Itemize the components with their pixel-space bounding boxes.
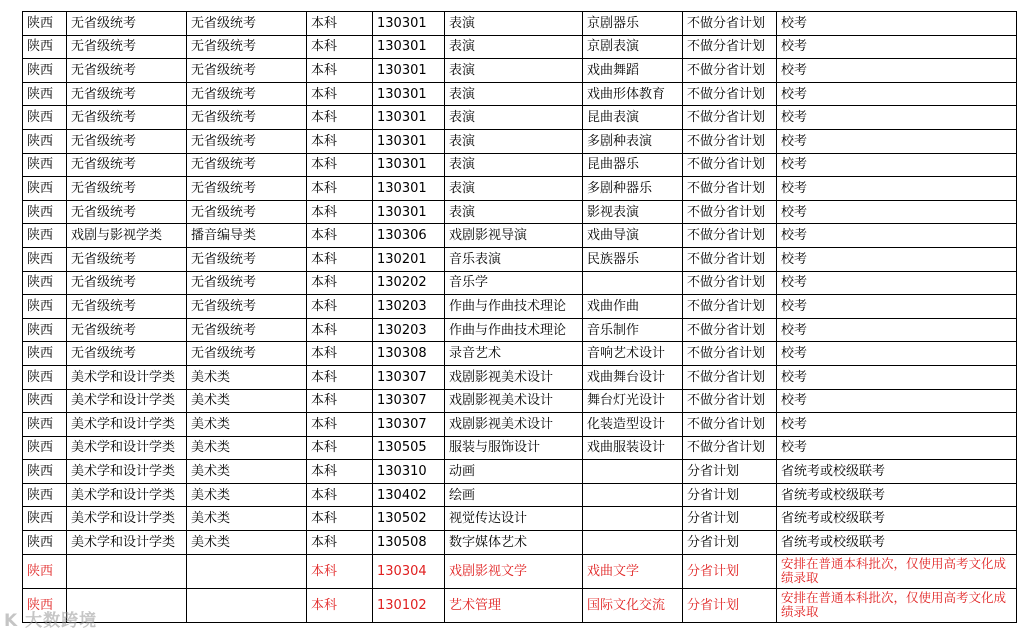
subject-category-cell: 无省级统考 (67, 106, 187, 130)
major-name-cell: 表演 (445, 129, 583, 153)
exam-type-cell: 安排在普通本科批次，仅使用高考文化成绩录取 (777, 588, 1017, 622)
major-name-cell: 数字媒体艺术 (445, 531, 583, 555)
province-cell: 陕西 (23, 507, 67, 531)
direction-cell (583, 460, 683, 484)
province-cell: 陕西 (23, 35, 67, 59)
subject-category-cell (67, 554, 187, 588)
table-row (23, 531, 1017, 555)
plan-type-cell: 不做分省计划 (683, 365, 777, 389)
exam-type-cell: 校考 (777, 82, 1017, 106)
table-row (23, 318, 1017, 342)
table-row (23, 153, 1017, 177)
table-row (23, 200, 1017, 224)
highlight-row (23, 588, 1017, 622)
level-cell: 本科 (307, 82, 373, 106)
province-cell: 陕西 (23, 588, 67, 622)
major-code-cell: 130102 (373, 588, 445, 622)
exam-category-cell: 无省级统考 (187, 153, 307, 177)
exam-category-cell: 无省级统考 (187, 12, 307, 36)
exam-category-cell: 无省级统考 (187, 247, 307, 271)
direction-cell: 戏曲舞台设计 (583, 365, 683, 389)
exam-type-cell: 校考 (777, 129, 1017, 153)
major-code-cell: 130304 (373, 554, 445, 588)
plan-type-cell: 不做分省计划 (683, 82, 777, 106)
exam-category-cell (187, 554, 307, 588)
exam-category-cell: 无省级统考 (187, 177, 307, 201)
subject-category-cell: 无省级统考 (67, 59, 187, 83)
exam-type-cell: 省统考或校级联考 (777, 460, 1017, 484)
exam-type-cell: 校考 (777, 436, 1017, 460)
major-code-cell: 130310 (373, 460, 445, 484)
exam-type-cell: 校考 (777, 342, 1017, 366)
major-code-cell: 130301 (373, 59, 445, 83)
province-cell: 陕西 (23, 177, 67, 201)
level-cell: 本科 (307, 531, 373, 555)
table-row (23, 247, 1017, 271)
plan-type-cell: 分省计划 (683, 483, 777, 507)
plan-type-cell: 不做分省计划 (683, 177, 777, 201)
plan-type-cell: 不做分省计划 (683, 12, 777, 36)
level-cell: 本科 (307, 129, 373, 153)
exam-category-cell: 无省级统考 (187, 295, 307, 319)
province-cell: 陕西 (23, 413, 67, 437)
major-code-cell: 130301 (373, 200, 445, 224)
plan-type-cell: 不做分省计划 (683, 129, 777, 153)
table-row (23, 365, 1017, 389)
level-cell: 本科 (307, 35, 373, 59)
province-cell: 陕西 (23, 129, 67, 153)
direction-cell (583, 507, 683, 531)
direction-cell: 戏曲舞蹈 (583, 59, 683, 83)
plan-type-cell: 不做分省计划 (683, 389, 777, 413)
exam-type-cell: 校考 (777, 295, 1017, 319)
major-name-cell: 绘画 (445, 483, 583, 507)
major-code-cell: 130202 (373, 271, 445, 295)
major-name-cell: 表演 (445, 153, 583, 177)
major-name-cell: 戏剧影视美术设计 (445, 365, 583, 389)
level-cell: 本科 (307, 224, 373, 248)
subject-category-cell: 美术学和设计学类 (67, 389, 187, 413)
subject-category-cell: 无省级统考 (67, 153, 187, 177)
subject-category-cell: 美术学和设计学类 (67, 436, 187, 460)
table-row (23, 224, 1017, 248)
table-row (23, 413, 1017, 437)
subject-category-cell: 无省级统考 (67, 35, 187, 59)
exam-type-cell: 校考 (777, 224, 1017, 248)
exam-category-cell: 无省级统考 (187, 106, 307, 130)
subject-category-cell: 无省级统考 (67, 342, 187, 366)
major-code-cell: 130301 (373, 12, 445, 36)
table-row (23, 106, 1017, 130)
exam-category-cell: 无省级统考 (187, 82, 307, 106)
table-row (23, 389, 1017, 413)
major-code-cell: 130505 (373, 436, 445, 460)
direction-cell (583, 531, 683, 555)
direction-cell: 戏曲文学 (583, 554, 683, 588)
subject-category-cell: 美术学和设计学类 (67, 413, 187, 437)
plan-type-cell: 分省计划 (683, 554, 777, 588)
exam-type-cell: 校考 (777, 365, 1017, 389)
exam-category-cell: 美术类 (187, 436, 307, 460)
province-cell: 陕西 (23, 271, 67, 295)
subject-category-cell: 美术学和设计学类 (67, 507, 187, 531)
plan-type-cell: 不做分省计划 (683, 35, 777, 59)
direction-cell: 音乐制作 (583, 318, 683, 342)
exam-type-cell: 省统考或校级联考 (777, 507, 1017, 531)
province-cell: 陕西 (23, 389, 67, 413)
plan-type-cell: 不做分省计划 (683, 295, 777, 319)
province-cell: 陕西 (23, 436, 67, 460)
exam-category-cell (187, 588, 307, 622)
exam-type-cell: 校考 (777, 389, 1017, 413)
watermark-logo (4, 606, 97, 631)
exam-type-cell: 安排在普通本科批次，仅使用高考文化成绩录取 (777, 554, 1017, 588)
major-code-cell: 130307 (373, 389, 445, 413)
major-name-cell: 表演 (445, 12, 583, 36)
exam-category-cell: 无省级统考 (187, 59, 307, 83)
exam-type-cell: 校考 (777, 200, 1017, 224)
table-row (23, 82, 1017, 106)
plan-type-cell: 不做分省计划 (683, 224, 777, 248)
table-row (23, 271, 1017, 295)
level-cell: 本科 (307, 295, 373, 319)
major-code-cell: 130301 (373, 35, 445, 59)
level-cell: 本科 (307, 106, 373, 130)
level-cell: 本科 (307, 271, 373, 295)
direction-cell: 戏曲导演 (583, 224, 683, 248)
exam-category-cell: 无省级统考 (187, 342, 307, 366)
direction-cell: 京剧表演 (583, 35, 683, 59)
major-code-cell: 130307 (373, 413, 445, 437)
major-name-cell: 艺术管理 (445, 588, 583, 622)
subject-category-cell: 无省级统考 (67, 318, 187, 342)
level-cell: 本科 (307, 318, 373, 342)
plan-type-cell: 分省计划 (683, 507, 777, 531)
level-cell: 本科 (307, 12, 373, 36)
major-code-cell: 130301 (373, 106, 445, 130)
direction-cell: 化装造型设计 (583, 413, 683, 437)
subject-category-cell: 无省级统考 (67, 247, 187, 271)
province-cell: 陕西 (23, 295, 67, 319)
direction-cell (583, 271, 683, 295)
exam-category-cell: 播音编导类 (187, 224, 307, 248)
province-cell: 陕西 (23, 224, 67, 248)
subject-category-cell: 无省级统考 (67, 271, 187, 295)
table-row (23, 12, 1017, 36)
province-cell: 陕西 (23, 82, 67, 106)
major-name-cell: 音乐表演 (445, 247, 583, 271)
level-cell: 本科 (307, 153, 373, 177)
exam-category-cell: 美术类 (187, 365, 307, 389)
major-name-cell: 表演 (445, 35, 583, 59)
major-code-cell: 130307 (373, 365, 445, 389)
major-code-cell: 130308 (373, 342, 445, 366)
province-cell: 陕西 (23, 531, 67, 555)
plan-type-cell: 分省计划 (683, 531, 777, 555)
level-cell: 本科 (307, 413, 373, 437)
province-cell: 陕西 (23, 342, 67, 366)
subject-category-cell: 无省级统考 (67, 295, 187, 319)
plan-type-cell: 不做分省计划 (683, 106, 777, 130)
province-cell: 陕西 (23, 106, 67, 130)
exam-type-cell: 校考 (777, 413, 1017, 437)
level-cell: 本科 (307, 436, 373, 460)
exam-category-cell: 无省级统考 (187, 318, 307, 342)
exam-type-cell: 校考 (777, 318, 1017, 342)
plan-type-cell: 不做分省计划 (683, 436, 777, 460)
province-cell: 陕西 (23, 483, 67, 507)
exam-type-cell: 校考 (777, 106, 1017, 130)
subject-category-cell: 无省级统考 (67, 12, 187, 36)
table-row (23, 295, 1017, 319)
province-cell: 陕西 (23, 59, 67, 83)
major-code-cell: 130301 (373, 82, 445, 106)
province-cell: 陕西 (23, 365, 67, 389)
major-code-cell: 130502 (373, 507, 445, 531)
exam-category-cell: 美术类 (187, 389, 307, 413)
level-cell: 本科 (307, 365, 373, 389)
exam-category-cell: 无省级统考 (187, 271, 307, 295)
subject-category-cell: 美术学和设计学类 (67, 460, 187, 484)
plan-type-cell: 不做分省计划 (683, 318, 777, 342)
major-name-cell: 作曲与作曲技术理论 (445, 295, 583, 319)
exam-type-cell: 校考 (777, 59, 1017, 83)
exam-category-cell: 无省级统考 (187, 35, 307, 59)
direction-cell (583, 483, 683, 507)
major-code-cell: 130203 (373, 318, 445, 342)
major-name-cell: 表演 (445, 82, 583, 106)
subject-category-cell: 无省级统考 (67, 200, 187, 224)
major-code-cell: 130201 (373, 247, 445, 271)
table-row (23, 507, 1017, 531)
exam-category-cell: 美术类 (187, 531, 307, 555)
subject-category-cell: 美术学和设计学类 (67, 531, 187, 555)
table-row (23, 342, 1017, 366)
province-cell: 陕西 (23, 153, 67, 177)
major-name-cell: 戏剧影视美术设计 (445, 389, 583, 413)
direction-cell: 国际文化交流 (583, 588, 683, 622)
exam-type-cell: 省统考或校级联考 (777, 483, 1017, 507)
major-name-cell: 表演 (445, 177, 583, 201)
major-name-cell: 戏剧影视美术设计 (445, 413, 583, 437)
level-cell: 本科 (307, 588, 373, 622)
major-name-cell: 录音艺术 (445, 342, 583, 366)
major-code-cell: 130508 (373, 531, 445, 555)
direction-cell: 多剧种器乐 (583, 177, 683, 201)
direction-cell: 戏曲形体教育 (583, 82, 683, 106)
exam-type-cell: 校考 (777, 177, 1017, 201)
direction-cell: 戏曲服装设计 (583, 436, 683, 460)
major-code-cell: 130301 (373, 129, 445, 153)
major-name-cell: 动画 (445, 460, 583, 484)
plan-type-cell: 不做分省计划 (683, 153, 777, 177)
direction-cell: 昆曲器乐 (583, 153, 683, 177)
data-grid (22, 11, 1017, 623)
subject-category-cell: 无省级统考 (67, 177, 187, 201)
level-cell: 本科 (307, 177, 373, 201)
major-name-cell: 戏剧影视导演 (445, 224, 583, 248)
exam-category-cell: 无省级统考 (187, 129, 307, 153)
major-code-cell: 130203 (373, 295, 445, 319)
major-name-cell: 作曲与作曲技术理论 (445, 318, 583, 342)
exam-type-cell: 省统考或校级联考 (777, 531, 1017, 555)
major-code-cell: 130301 (373, 177, 445, 201)
major-name-cell: 音乐学 (445, 271, 583, 295)
province-cell: 陕西 (23, 200, 67, 224)
province-cell: 陕西 (23, 12, 67, 36)
admission-table (22, 11, 1017, 623)
level-cell: 本科 (307, 342, 373, 366)
direction-cell: 京剧器乐 (583, 12, 683, 36)
level-cell: 本科 (307, 483, 373, 507)
subject-category-cell: 美术学和设计学类 (67, 365, 187, 389)
table-row (23, 129, 1017, 153)
table-row (23, 59, 1017, 83)
plan-type-cell: 不做分省计划 (683, 59, 777, 83)
plan-type-cell: 不做分省计划 (683, 342, 777, 366)
exam-category-cell: 美术类 (187, 413, 307, 437)
plan-type-cell: 不做分省计划 (683, 247, 777, 271)
level-cell: 本科 (307, 200, 373, 224)
major-name-cell: 表演 (445, 59, 583, 83)
major-code-cell: 130306 (373, 224, 445, 248)
direction-cell: 民族器乐 (583, 247, 683, 271)
subject-category-cell: 无省级统考 (67, 82, 187, 106)
exam-category-cell: 美术类 (187, 483, 307, 507)
level-cell: 本科 (307, 460, 373, 484)
direction-cell: 昆曲表演 (583, 106, 683, 130)
direction-cell: 多剧种表演 (583, 129, 683, 153)
level-cell: 本科 (307, 247, 373, 271)
province-cell: 陕西 (23, 318, 67, 342)
major-name-cell: 视觉传达设计 (445, 507, 583, 531)
exam-category-cell: 美术类 (187, 460, 307, 484)
highlight-row (23, 554, 1017, 588)
table-row (23, 436, 1017, 460)
table-row (23, 35, 1017, 59)
direction-cell: 影视表演 (583, 200, 683, 224)
exam-category-cell: 美术类 (187, 507, 307, 531)
direction-cell: 舞台灯光设计 (583, 389, 683, 413)
major-code-cell: 130402 (373, 483, 445, 507)
province-cell: 陕西 (23, 554, 67, 588)
exam-type-cell: 校考 (777, 271, 1017, 295)
exam-type-cell: 校考 (777, 153, 1017, 177)
level-cell: 本科 (307, 507, 373, 531)
level-cell: 本科 (307, 59, 373, 83)
subject-category-cell: 无省级统考 (67, 129, 187, 153)
plan-type-cell: 分省计划 (683, 588, 777, 622)
subject-category-cell: 美术学和设计学类 (67, 483, 187, 507)
plan-type-cell: 不做分省计划 (683, 200, 777, 224)
level-cell: 本科 (307, 554, 373, 588)
exam-type-cell: 校考 (777, 12, 1017, 36)
major-name-cell: 戏剧影视文学 (445, 554, 583, 588)
major-name-cell: 表演 (445, 200, 583, 224)
province-cell: 陕西 (23, 460, 67, 484)
province-cell: 陕西 (23, 247, 67, 271)
plan-type-cell: 分省计划 (683, 460, 777, 484)
major-name-cell: 服装与服饰设计 (445, 436, 583, 460)
direction-cell: 戏曲作曲 (583, 295, 683, 319)
table-row (23, 177, 1017, 201)
exam-category-cell: 无省级统考 (187, 200, 307, 224)
exam-type-cell: 校考 (777, 247, 1017, 271)
subject-category-cell: 戏剧与影视学类 (67, 224, 187, 248)
direction-cell: 音响艺术设计 (583, 342, 683, 366)
plan-type-cell: 不做分省计划 (683, 271, 777, 295)
level-cell: 本科 (307, 389, 373, 413)
major-code-cell: 130301 (373, 153, 445, 177)
table-row (23, 483, 1017, 507)
exam-type-cell: 校考 (777, 35, 1017, 59)
plan-type-cell: 不做分省计划 (683, 413, 777, 437)
major-name-cell: 表演 (445, 106, 583, 130)
table-row (23, 460, 1017, 484)
watermark-text: K 大数跨境 (4, 611, 98, 631)
